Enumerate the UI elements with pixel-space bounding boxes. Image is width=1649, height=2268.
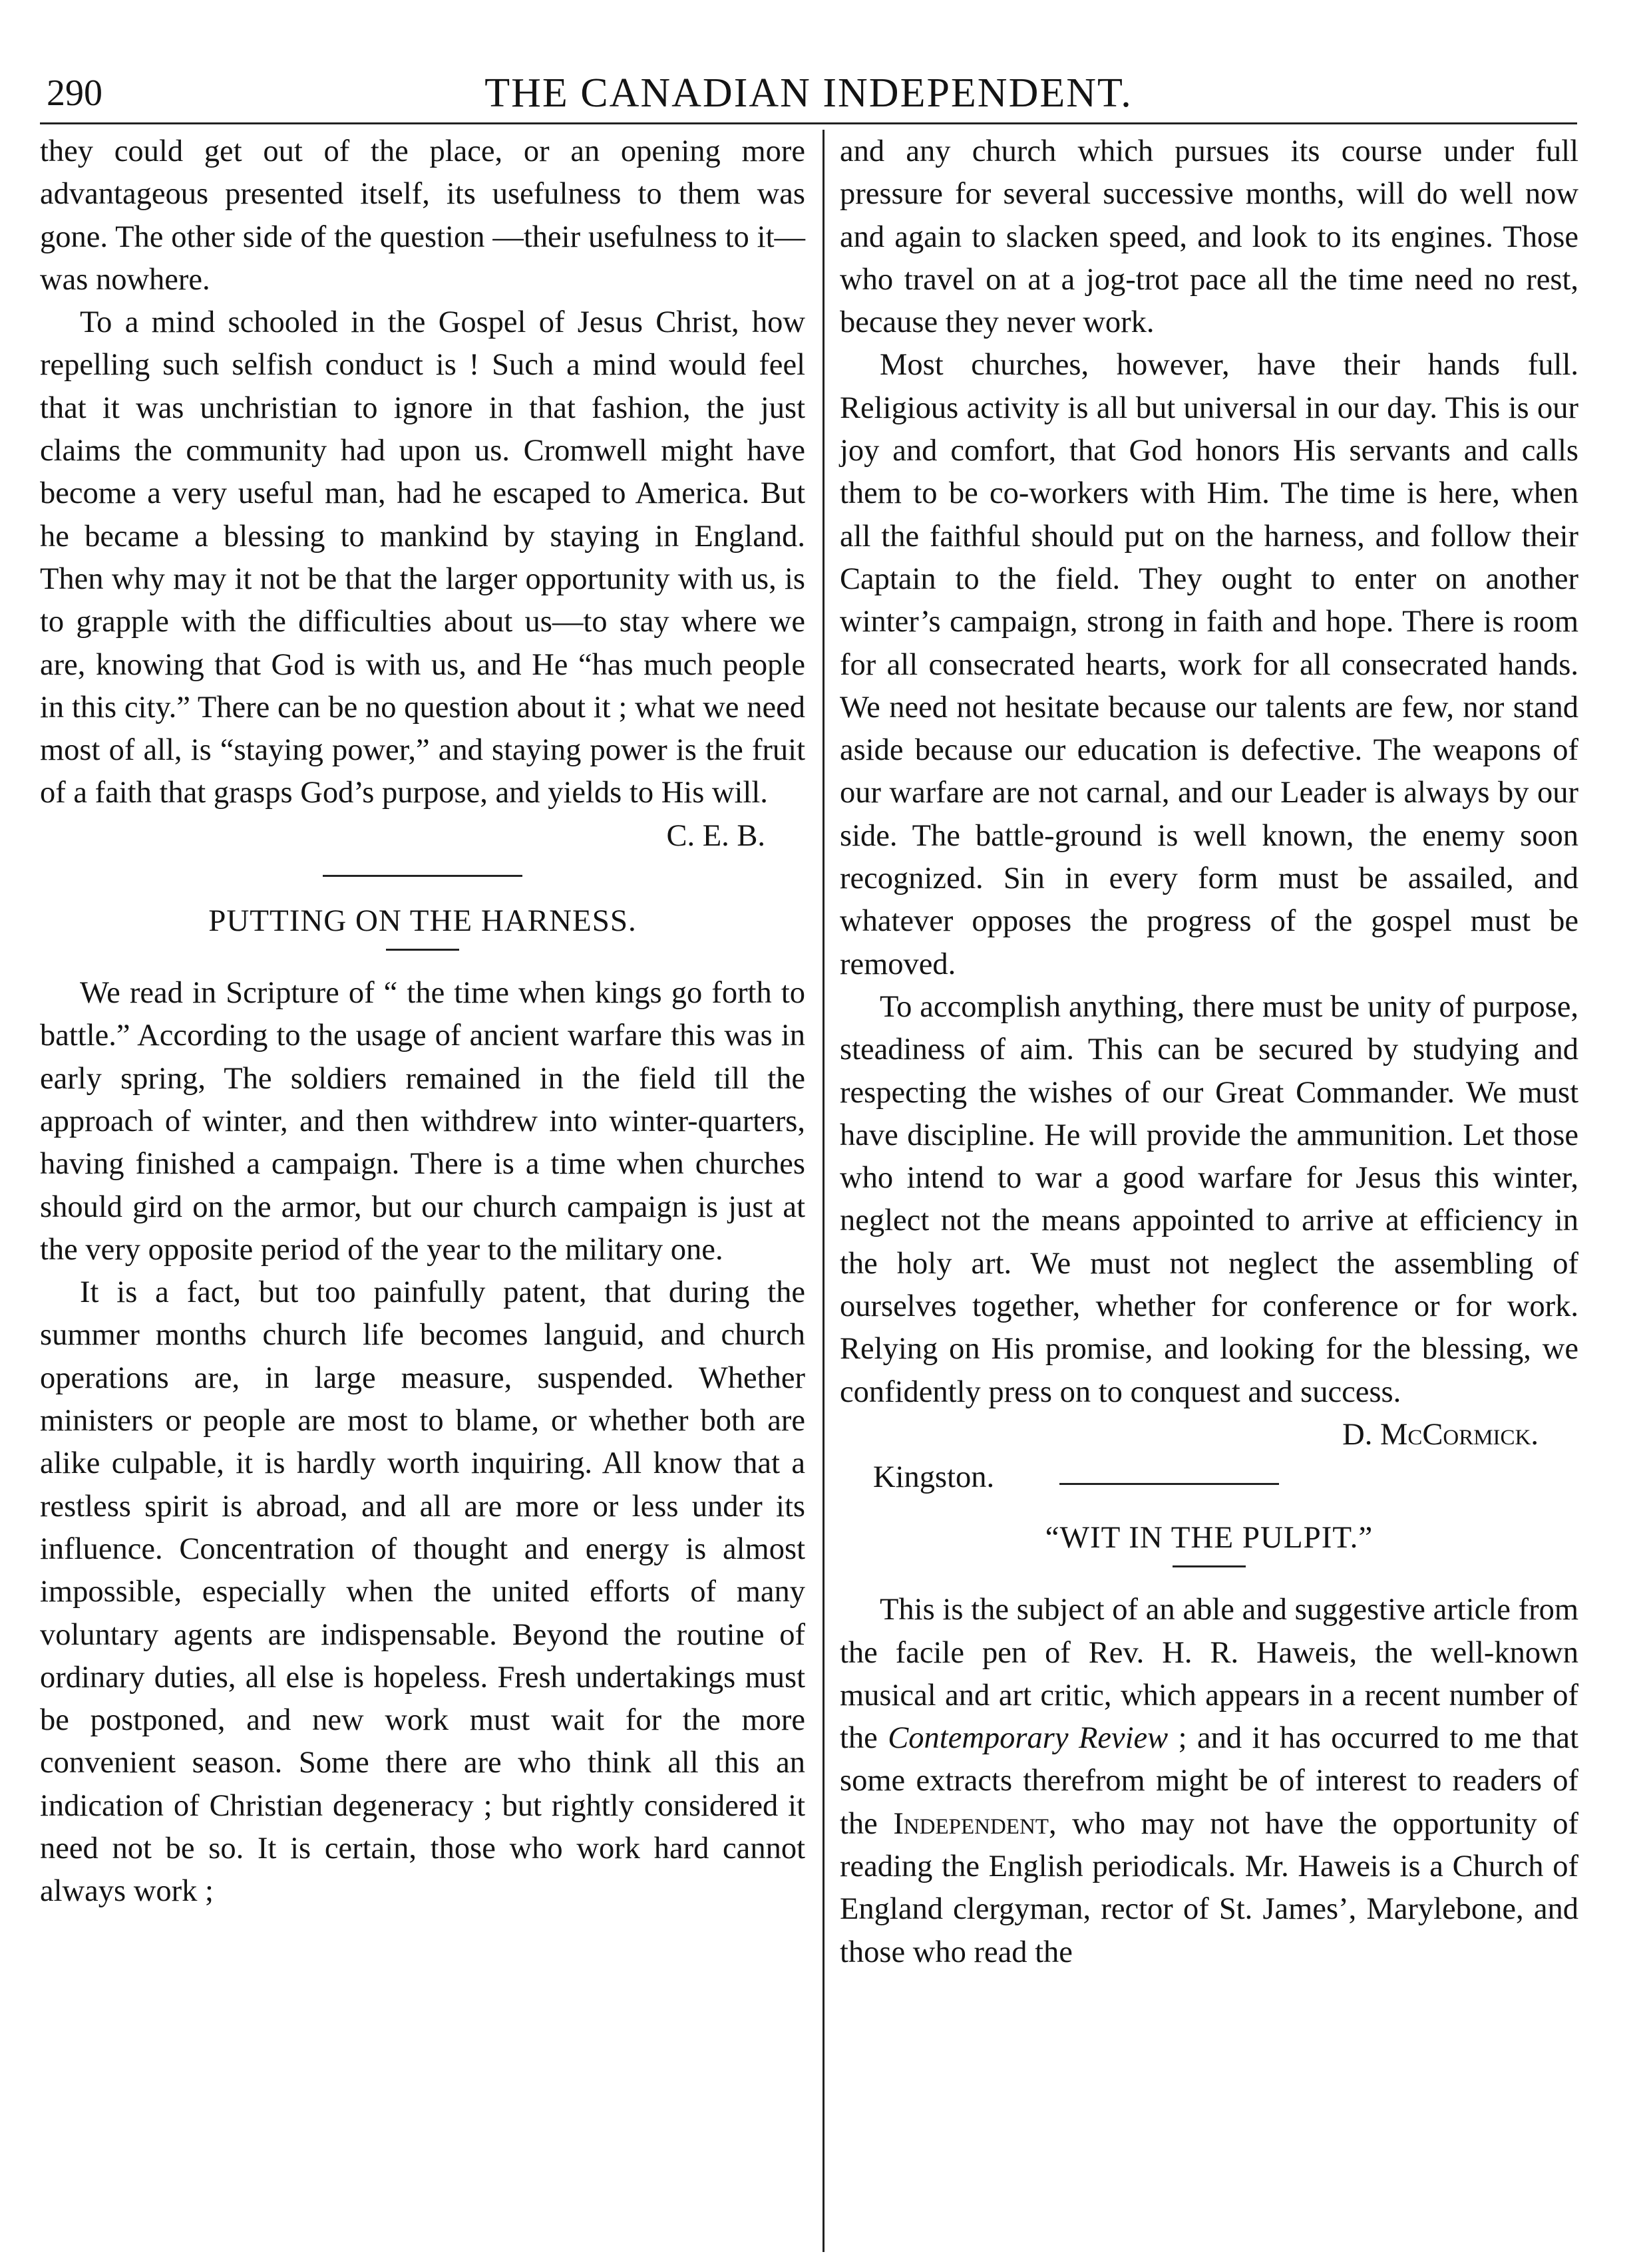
signature: D. McCormick. [1342,1417,1539,1452]
place-name: Kingston. [873,1460,995,1495]
text-run: , who may not have the opportunity of reading the English periodicals. Mr. Haweis is a Church of England clergyman, rector of St. James’, Marylebone, and those who read the [840,1806,1579,1969]
paragraph: Most churches, however, have their hands full. Religious activity is all but universal in our day. This is our joy and comfort, that God honors His servants and calls them to be co-workers with Him. The time is here, when all the faithful should put on the harness, and follow their Captain to the field. They ought to enter on another winter’s campaign, strong in faith and hope. There is room for all consecrated hearts, work for all consecrated hands. We need not hesitate because our talents are few, nor stand aside because our education is defective. The weapons of our warfare are not carnal, and our Leader is always by our side. The battle-ground is well known, the enemy soon recognized. Sin in every form must be assailed, and whatever opposes the progress of the gospel must be removed. [840,348,1578,981]
signature: C. E. B. [666,818,765,853]
section-rule [1059,1483,1279,1485]
section-rule [323,875,522,877]
paragraph: We read in Scripture of “ the time when kings go forth to battle.” According to the usage of ancient warfare this was in early spring, The soldiers remained in the field till the approach of winter, and then withdrew into winter-quarters, having finished a campaign. There is a time when churches should gird on the armor, but our church campaign is just at the very opposite period of the year to the military one. [40,976,805,1267]
publication-name: Independent [893,1806,1049,1841]
place-line [840,1456,1578,1499]
right-column [840,130,1578,1974]
journal-title: THE CANADIAN INDEPENDENT. [484,71,1133,116]
header-rule [40,122,1577,124]
text-run: This is the subject of an able and suggestive article from the facile pen of Rev. H. R. Haweis, the well-known musical and art critic, which appears in a recent number of the [840,1593,1578,1756]
periodical-title: Contemporary Review [888,1721,1169,1756]
paragraph: It is a fact, but too painfully patent, that during the summer months church life becomes languid, and church operations are, in large measure, suspended. Whether ministers or people are most to blame, or whether both are alike culpable, it is hardly worth inquiring. All know that a restless spirit is abroad, and all are more or less under its influence. Concentration of thought and energy is almost impossible, especially when the united efforts of many voluntary agents are indispensable. Beyond the routine of ordinary duties, all else is hopeless. Fresh undertakings must be postponed, and new work must wait for the more convenient season. Some there are who think all this an indication of Christian degeneracy ; but rightly considered it need not be so. It is certain, those who work hard cannot always work ; [40,1275,805,1909]
paragraph: To a mind schooled in the Gospel of Jesus Christ, how repelling such selfish conduct is ! Such a mind would feel that it was unchristian to ignore in that fashion, the just claims the community had upon us. Cromwell might have become a very useful man, had he escaped to America. But he became a blessing to mankind by staying in England. Then why may it not be that the larger opportunity with us, is to grapple with the difficulties about us—to stay where we are, knowing that God is with us, and He “has much people in this city.” There can be no question about it ; what we need most of all, is “staying power,” and staying power is the fruit of a faith that grasps God’s purpose, and yields to His will. [40,305,805,810]
page-header [40,67,1577,120]
heading-rule [386,949,459,951]
paragraph: To accomplish anything, there must be unity of purpose, steadiness of aim. This can be secured by studying and respecting the wishes of our Great Commander. We must have discipline. He will provide the ammunition. Let those who intend to war a good warfare for Jesus this winter, neglect not the means appointed to arrive at efficiency in the holy art. We must not neglect the assembling of ourselves together, whether for conference or for work. Relying on His promise, and looking for the blessing, we confidently press on to conquest and success. [840,989,1578,1409]
heading-rule [1173,1565,1246,1567]
page-number: 290 [47,73,102,114]
paragraph: and any church which pursues its course under full pressure for several successive months, will do well now and again to slacken speed, and look to its engines. Those who travel on at a jog-trot pace all the time need no rest, because they never work. [840,134,1578,340]
article-heading: PUTTING ON THE HARNESS. [208,903,637,939]
article-heading: “WIT IN THE PULPIT.” [1045,1520,1374,1555]
column-divider [823,130,824,2252]
left-column [40,130,805,1913]
paragraph [840,1589,1578,1974]
paragraph: they could get out of the place, or an opening more advantageous presented itself, its usefulness to them was gone. The other side of the question —their usefulness to it—was nowhere. [40,134,805,297]
text-run: ; and it has occurred to me that some extracts therefrom might be of interest to readers of the [840,1721,1578,1841]
